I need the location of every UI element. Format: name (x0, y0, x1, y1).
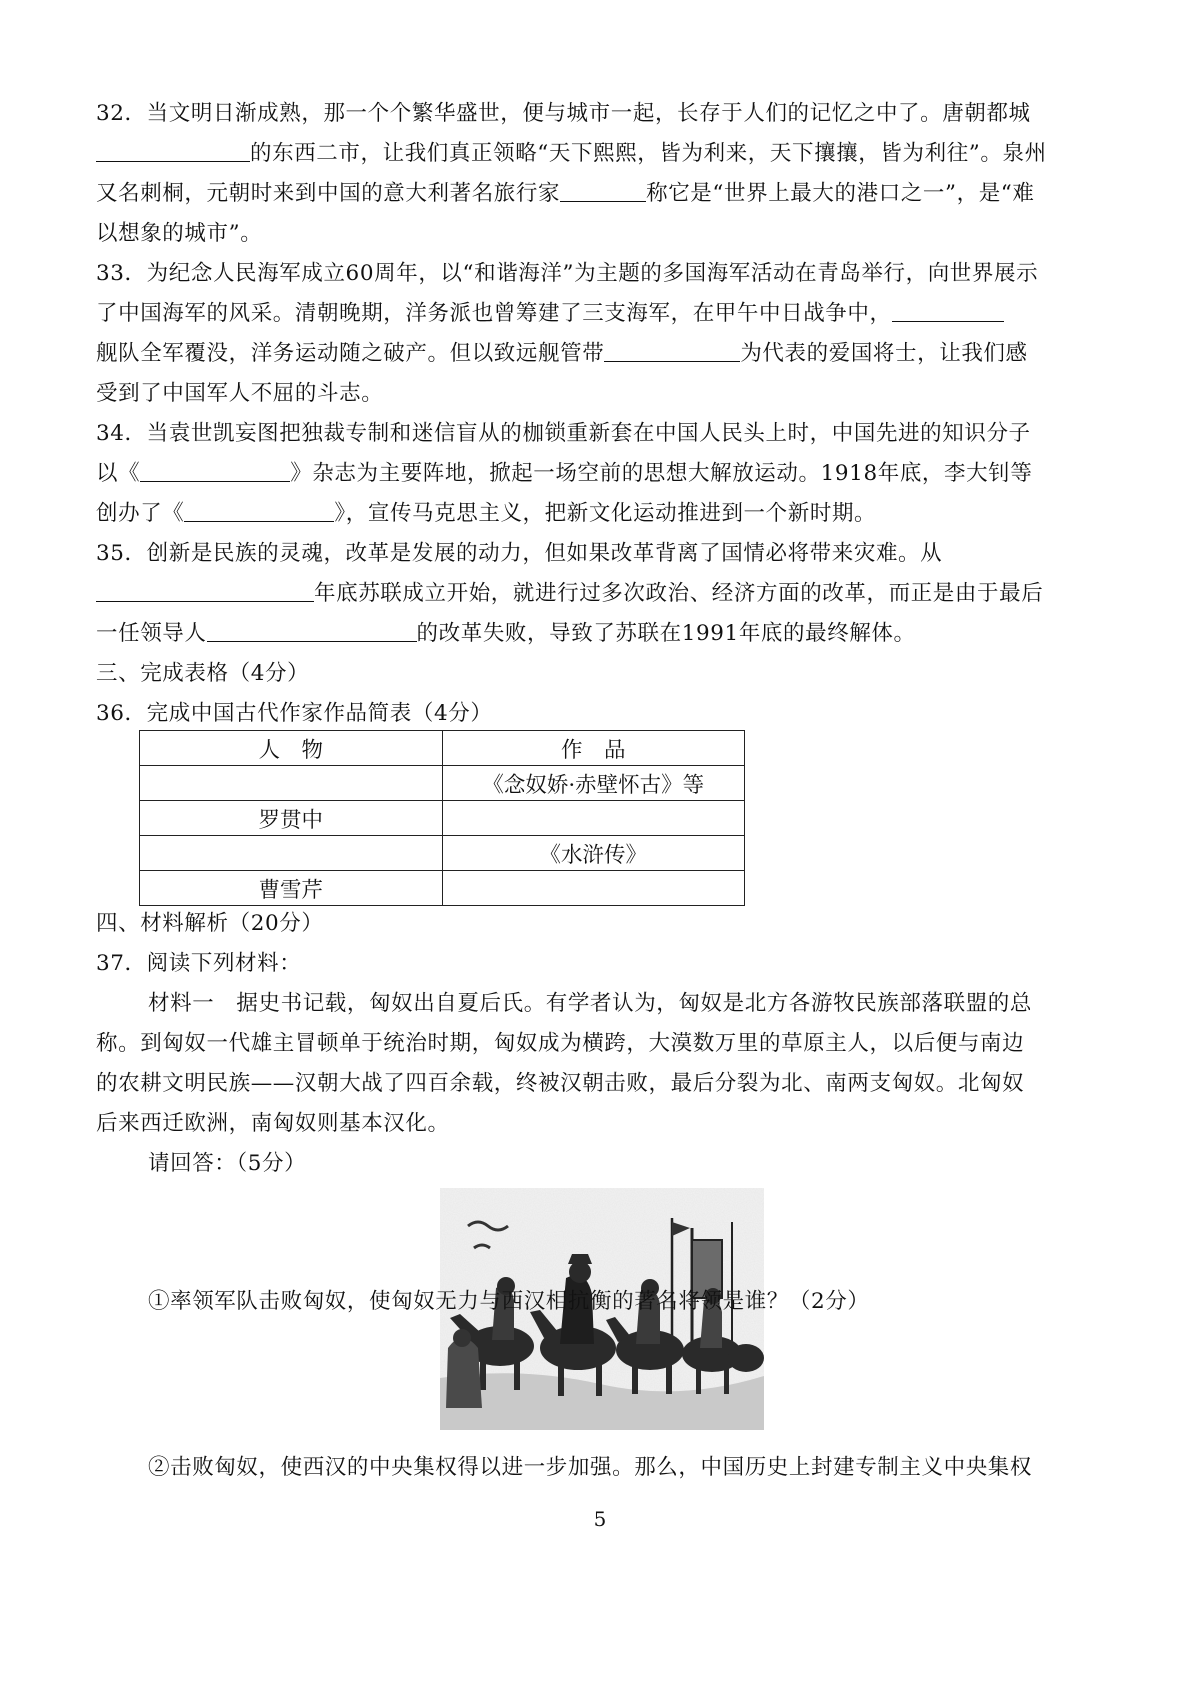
table-cell-work: 《念奴娇·赤壁怀古》等 (442, 766, 745, 801)
answer-blank[interactable] (184, 497, 334, 522)
q33-line-3 (96, 336, 1116, 372)
material-1-line-3: 的农耕文明民族——汉朝大战了四百余载，终被汉朝击败，最后分裂为北、南两支匈奴。北匈奴 (96, 1071, 1025, 1096)
table-cell-person[interactable] (140, 766, 443, 801)
q32-line-2 (96, 136, 1116, 172)
q34-line-3-text-b: 》，宣传马克思主义，把新文化运动推进到一个新时期。 (334, 501, 877, 526)
question-37-sub-2: ②击败匈奴，使西汉的中央集权得以进一步加强。那么，中国历史上封建专制主义中央集权 (148, 1455, 1033, 1480)
table-header-person: 人 物 (140, 731, 443, 766)
table-cell-person[interactable] (140, 836, 443, 871)
q32-line-3 (96, 176, 1116, 212)
page-number: 5 (593, 1507, 607, 1531)
q34-line-2-text-a: 以《 (96, 461, 141, 486)
q32-line-2-text: 的东西二市，让我们真正领略“天下熙熙，皆为利来，天下攘攘，皆为利往”。泉州 (250, 141, 1047, 166)
author-works-table (139, 730, 745, 906)
q32-line-3-text-a: 又名刺桐，元朝时来到中国的意大利著名旅行家 (96, 181, 561, 206)
q33-line-3-text-a: 舰队全军覆没，洋务运动随之破产。但以致远舰管带 (96, 341, 605, 366)
q33-line-1: 33．为纪念人民海军成立60周年，以“和谐海洋”为主题的多国海军活动在青岛举行，向世界展示 (96, 261, 1039, 286)
q35-line-2 (96, 576, 1116, 612)
q35-line-3 (96, 616, 1116, 652)
q34-line-2-text-b: 》杂志为主要阵地，掀起一场空前的思想大解放运动。1918年底，李大钊等 (290, 461, 1033, 486)
q32-line-4: 以想象的城市”。 (96, 221, 263, 246)
material-1-line-4: 后来西迁欧洲，南匈奴则基本汉化。 (96, 1111, 450, 1136)
material-1-line-2: 称。到匈奴一代雄主冒顿单于统治时期，匈奴成为横跨，大漠数万里的草原主人，以后便与南边 (96, 1031, 1025, 1056)
table-header-work: 作 品 (442, 731, 745, 766)
table-cell-work: 《水浒传》 (442, 836, 745, 871)
section-3-heading: 三、完成表格（4分） (96, 661, 310, 686)
table-cell-work[interactable] (442, 871, 745, 906)
material-1-line-1: 材料一 据史书记载，匈奴出自夏后氏。有学者认为，匈奴是北方各游牧民族部落联盟的总 (148, 991, 1033, 1016)
table-cell-person: 罗贯中 (140, 801, 443, 836)
table-row (140, 766, 745, 801)
answer-blank[interactable] (96, 577, 314, 602)
table-cell-work[interactable] (442, 801, 745, 836)
q37-title: 37．阅读下列材料： (96, 951, 302, 976)
q35-line-1: 35．创新是民族的灵魂，改革是发展的动力，但如果改革背离了国情必将带来灾难。从 (96, 541, 943, 566)
table-cell-person: 曹雪芹 (140, 871, 443, 906)
q33-line-2-text: 了中国海军的风采。清朝晚期，洋务派也曾筹建了三支海军，在甲午中日战争中， (96, 301, 892, 326)
answer-blank[interactable] (560, 177, 646, 202)
question-37-sub-1: ①率领军队击败匈奴，使匈奴无力与西汉相抗衡的著名将领是谁？（2分） (148, 1289, 870, 1314)
q36-title: 36．完成中国古代作家作品简表（4分） (96, 701, 493, 726)
answer-blank[interactable] (892, 297, 1004, 322)
q33-line-2 (96, 296, 1116, 332)
q35-line-3-text-b: 的改革失败，导致了苏联在1991年底的最终解体。 (416, 621, 916, 646)
q33-line-3-text-b: 为代表的爱国将士，让我们感 (740, 341, 1028, 366)
answer-blank[interactable] (140, 457, 290, 482)
q32-line-1: 32．当文明日渐成熟，那一个个繁华盛世，便与城市一起，长存于人们的记忆之中了。唐朝都城 (96, 101, 1031, 126)
q34-line-1: 34．当袁世凯妄图把独裁专制和迷信盲从的枷锁重新套在中国人民头上时，中国先进的知识分子 (96, 421, 1031, 446)
answer-blank[interactable] (604, 337, 740, 362)
table-row (140, 871, 745, 906)
q34-line-3-text-a: 创办了《 (96, 501, 185, 526)
answer-prompt: 请回答：（5分） (148, 1151, 307, 1176)
q34-line-2 (96, 456, 1116, 492)
answer-blank[interactable] (207, 617, 417, 642)
section-4-heading: 四、材料解析（20分） (96, 911, 324, 936)
q34-line-3 (96, 496, 1116, 532)
q35-line-3-text-a: 一任领导人 (96, 621, 207, 646)
q32-line-3-text-b: 称它是“世界上最大的港口之一”，是“难 (646, 181, 1035, 206)
table-header-row (140, 731, 745, 766)
table-row (140, 836, 745, 871)
q33-line-4: 受到了中国军人不屈的斗志。 (96, 381, 384, 406)
answer-blank[interactable] (96, 137, 250, 162)
q35-line-2-text: 年底苏联成立开始，就进行过多次政治、经济方面的改革，而正是由于最后 (314, 581, 1044, 606)
table-row (140, 801, 745, 836)
